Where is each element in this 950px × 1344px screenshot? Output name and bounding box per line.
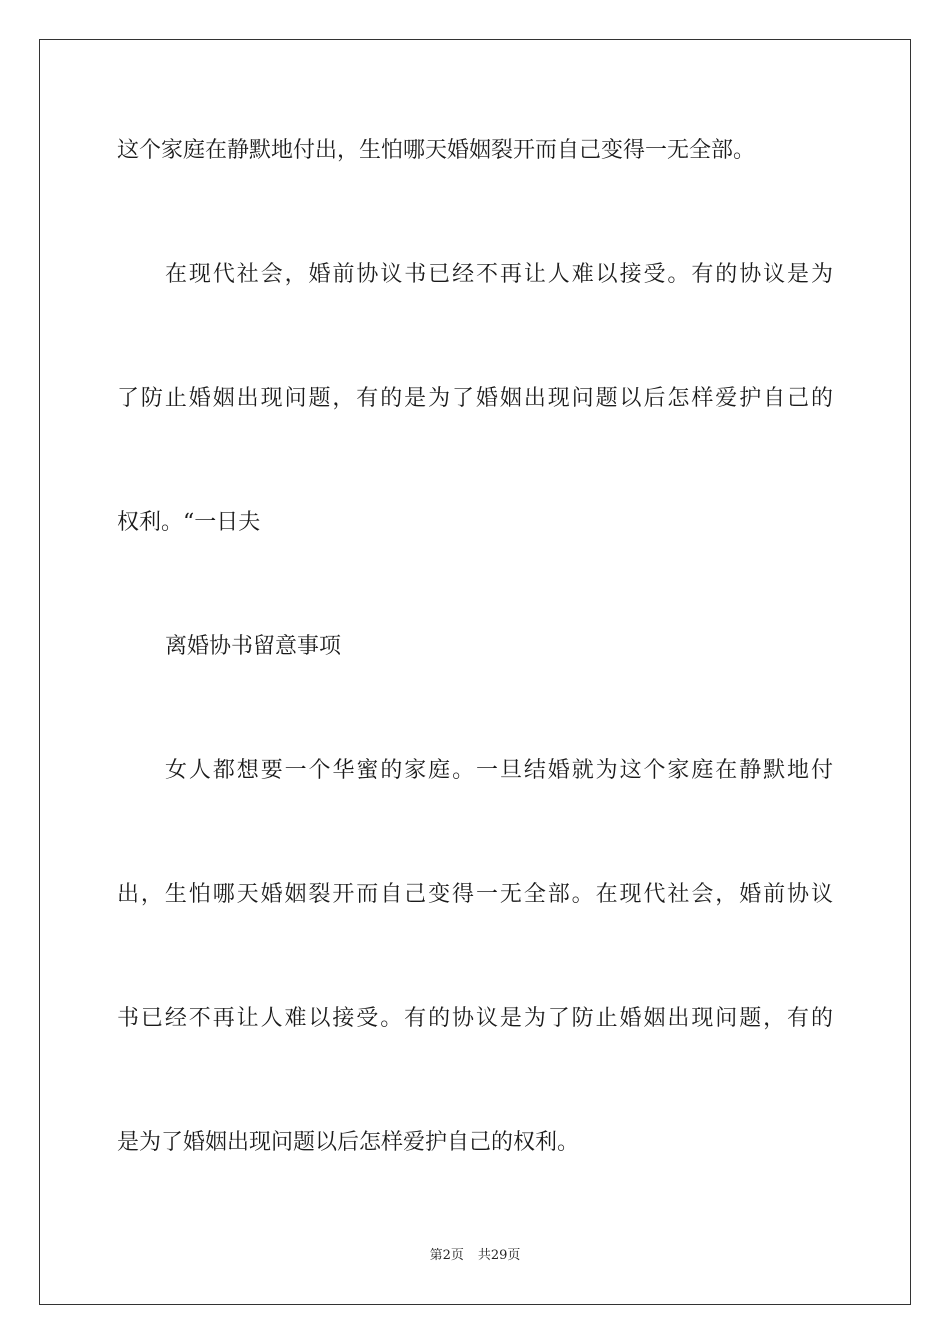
section-heading: 离婚协书留意事项 [165, 634, 342, 659]
paragraph-line-3: 了防止婚姻出现问题，有的是为了婚姻出现问题以后怎样爱护自己的 [117, 386, 833, 411]
page-footer [0, 1247, 950, 1265]
paragraph-line-5: 女人都想要一个华蜜的家庭。一旦结婚就为这个家庭在静默地付 [165, 758, 833, 783]
paragraph-line-2: 在现代社会，婚前协议书已经不再让人难以接受。有的协议是为 [165, 262, 833, 287]
page-number: 第2页 [429, 1248, 464, 1263]
paragraph-line-8: 是为了婚姻出现问题以后怎样爱护自己的权利。 [117, 1130, 580, 1155]
paragraph-line-1: 这个家庭在静默地付出，生怕哪天婚姻裂开而自己变得一无全部。 [117, 138, 756, 163]
page-total: 共29页 [477, 1248, 521, 1263]
paragraph-line-4: 权利。“一日夫 [117, 510, 261, 535]
page-border [39, 39, 911, 1305]
paragraph-line-7: 书已经不再让人难以接受。有的协议是为了防止婚姻出现问题，有的 [117, 1006, 833, 1031]
paragraph-line-6: 出，生怕哪天婚姻裂开而自己变得一无全部。在现代社会，婚前协议 [117, 882, 833, 907]
